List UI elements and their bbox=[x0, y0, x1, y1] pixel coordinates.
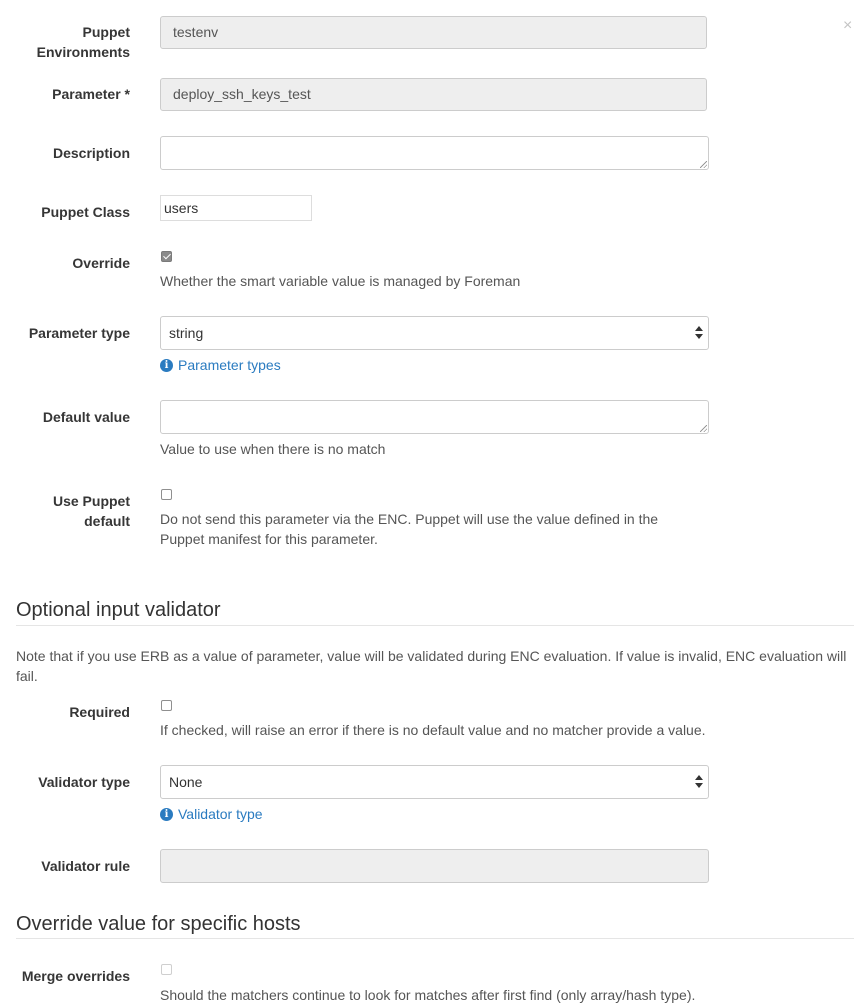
section-divider bbox=[16, 938, 854, 939]
default-value-label: Default value bbox=[42, 409, 130, 425]
parameter-type-select[interactable] bbox=[160, 316, 709, 350]
parameter-types-link-label: Parameter types bbox=[178, 357, 281, 373]
puppet-class-field[interactable]: users bbox=[160, 195, 312, 221]
default-value-help: Value to use when there is no match bbox=[160, 441, 386, 457]
override-label: Override bbox=[72, 255, 130, 271]
select-arrows-icon bbox=[695, 325, 703, 341]
override-checkbox[interactable] bbox=[161, 251, 172, 262]
info-circle-icon: i bbox=[160, 808, 173, 821]
validator-note: Note that if you use ERB as a value of parameter, value will be validated during ENC evaluation. If value is invalid, ENC evaluation will fail. bbox=[16, 648, 847, 684]
parameter-type-value: string bbox=[169, 325, 204, 341]
close-icon[interactable]: × bbox=[843, 17, 853, 34]
description-label: Description bbox=[52, 145, 130, 161]
parameter-field: deploy_ssh_keys_test bbox=[160, 78, 707, 111]
validator-type-select[interactable] bbox=[160, 765, 709, 799]
required-checkbox[interactable] bbox=[161, 700, 172, 711]
validator-rule-field bbox=[160, 849, 709, 883]
override-section-title: Override value for specific hosts bbox=[16, 913, 301, 935]
merge-overrides-label: Merge overrides bbox=[21, 968, 130, 984]
use-puppet-default-checkbox[interactable] bbox=[161, 489, 172, 500]
puppet-environments-field: testenv bbox=[160, 16, 707, 49]
resize-handle-icon[interactable] bbox=[700, 161, 707, 168]
description-textarea[interactable] bbox=[160, 136, 709, 170]
validator-type-link-label: Validator type bbox=[178, 806, 263, 822]
parameter-label: Parameter * bbox=[52, 86, 130, 102]
puppet-class-label: Puppet Class bbox=[41, 204, 130, 220]
validator-type-label: Validator type bbox=[38, 774, 130, 790]
validator-section-title: Optional input validator bbox=[16, 599, 221, 621]
info-circle-icon: i bbox=[160, 359, 173, 372]
select-arrows-icon bbox=[695, 774, 703, 790]
merge-overrides-help: Should the matchers continue to look for matches after first find (only array/hash type). bbox=[160, 987, 696, 1003]
use-puppet-default-help: Do not send this parameter via the ENC. Puppet will use the value defined in the Puppet manifest for this parameter. bbox=[160, 511, 659, 547]
section-divider bbox=[16, 625, 854, 626]
resize-handle-icon[interactable] bbox=[700, 425, 707, 432]
use-puppet-default-label: Use Puppet default bbox=[52, 493, 130, 529]
validator-type-link[interactable] bbox=[160, 804, 263, 824]
validator-type-value: None bbox=[169, 774, 203, 790]
override-help: Whether the smart variable value is managed by Foreman bbox=[160, 273, 521, 289]
default-value-textarea[interactable] bbox=[160, 400, 709, 434]
parameter-types-link[interactable] bbox=[160, 355, 281, 375]
puppet-environments-label: Puppet Environments bbox=[36, 24, 130, 60]
required-help: If checked, will raise an error if there is no default value and no matcher provide a value. bbox=[160, 722, 706, 738]
parameter-type-label: Parameter type bbox=[28, 325, 130, 341]
required-label: Required bbox=[69, 704, 130, 720]
merge-overrides-checkbox[interactable] bbox=[161, 964, 172, 975]
validator-rule-label: Validator rule bbox=[41, 858, 130, 874]
